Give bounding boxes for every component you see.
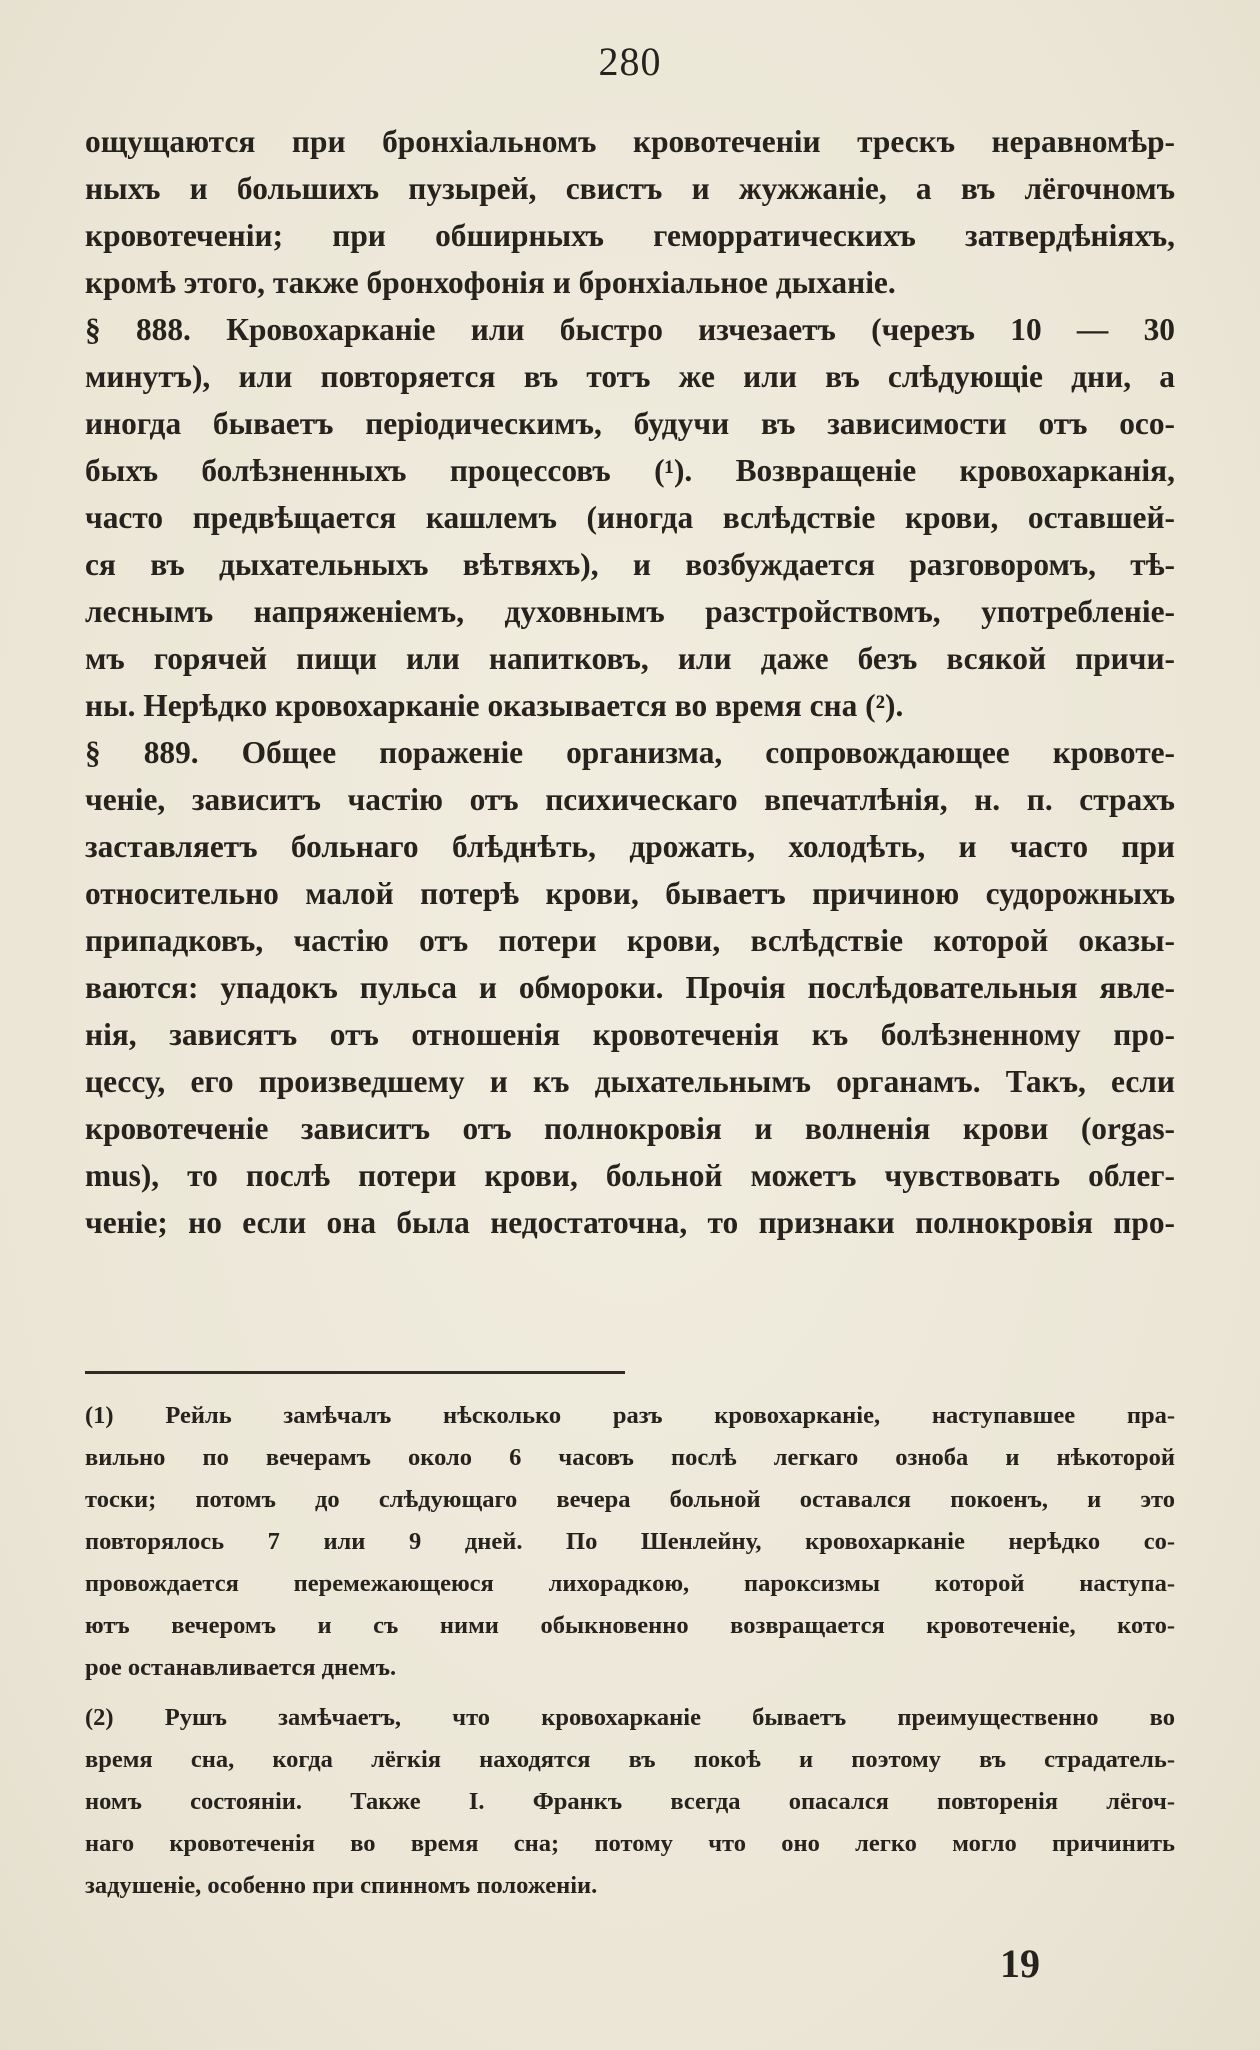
text-line: кровотеченіе зависитъ отъ полнокровія и волненія крови (orgas- — [85, 1111, 1175, 1146]
text-line: ваются: упадокъ пульса и обмороки. Прочія послѣдовательныя явле- — [85, 970, 1175, 1005]
text-line: иногда бываетъ періодическимъ, будучи въ зависимости отъ осо- — [85, 406, 1175, 441]
text-line: леснымъ напряженіемъ, духовнымъ разстройствомъ, употребленіе- — [85, 594, 1175, 629]
text-line: кровотеченіи; при обширныхъ геморратическихъ затвердѣніяхъ, — [85, 218, 1175, 253]
footnote-line: время сна, когда лёгкія находятся въ покоѣ и поэтому въ страдатель- — [85, 1746, 1175, 1773]
footnote-line: рое останавливается днемъ. — [85, 1654, 397, 1681]
signature-mark: 19 — [1000, 1941, 1040, 1986]
footnote-line: задушеніе, особенно при спинномъ положеніи. — [85, 1872, 598, 1899]
text-line: часто предвѣщается кашлемъ (иногда вслѣдствіе крови, оставшей- — [85, 500, 1175, 535]
text-line: заставляетъ больнаго блѣднѣть, дрожать, холодѣть, и часто при — [85, 829, 1175, 864]
text-line: ощущаются при бронхіальномъ кровотеченіи трескъ неравномѣр- — [85, 124, 1175, 159]
footnote-line: ютъ вечеромъ и съ ними обыкновенно возвращается кровотеченіе, кото- — [85, 1612, 1175, 1639]
text-line: § 889. Общее пораженіе организма, сопровождающее кровоте- — [85, 735, 1175, 770]
text-line: мъ горячей пищи или напитковъ, или даже безъ всякой причи- — [85, 641, 1175, 676]
text-line: ныхъ и большихъ пузырей, свистъ и жужжаніе, а въ лёгочномъ — [85, 171, 1175, 206]
footnotes — [85, 1395, 1175, 1915]
footnote-line: повторялось 7 или 9 дней. По Шенлейну, кровохарканіе нерѣдко со- — [85, 1528, 1175, 1555]
text-line: mus), то послѣ потери крови, больной можетъ чувствовать облег- — [85, 1158, 1175, 1193]
footnote-line: (2) Рушъ замѣчаетъ, что кровохарканіе бываетъ преимущественно во — [85, 1704, 1175, 1731]
text-line: минутъ), или повторяется въ тотъ же или въ слѣдующіе дни, а — [85, 359, 1175, 394]
footnote-2 — [85, 1697, 1175, 1907]
text-line: относительно малой потерѣ крови, бываетъ причиною судорожныхъ — [85, 876, 1175, 911]
footnote-line: (1) Рейль замѣчалъ нѣсколько разъ кровохарканіе, наступавшее пра- — [85, 1402, 1175, 1429]
footnote-line: вильно по вечерамъ около 6 часовъ послѣ легкаго озноба и нѣкоторой — [85, 1444, 1175, 1471]
text-line: быхъ болѣзненныхъ процессовъ (¹). Возвращеніе кровохарканія, — [85, 453, 1175, 488]
text-line: припадковъ, частію отъ потери крови, вслѣдствіе которой оказы- — [85, 923, 1175, 958]
footnote-line: тоски; потомъ до слѣдующаго вечера больной оставался покоенъ, и это — [85, 1486, 1175, 1513]
text-line: ны. Нерѣдко кровохарканіе оказывается во время сна (²). — [85, 688, 904, 723]
text-line: ченіе, зависитъ частію отъ психическаго впечатлѣнія, н. п. страхъ — [85, 782, 1175, 817]
main-text — [85, 118, 1175, 1246]
page-number: 280 — [598, 39, 662, 84]
text-line: § 888. Кровохарканіе или быстро изчезаетъ (черезъ 10 — 30 — [85, 312, 1175, 347]
footnote-line: провождается перемежающеюся лихорадкою, пароксизмы которой наступа- — [85, 1570, 1175, 1597]
text-line: ся въ дыхательныхъ вѣтвяхъ), и возбуждается разговоромъ, тѣ- — [85, 547, 1175, 582]
text-line: ченіе; но если она была недостаточна, то признаки полнокровія про- — [85, 1205, 1175, 1240]
footnote-1 — [85, 1395, 1175, 1689]
footnote-line: наго кровотеченія во время сна; потому что оно легко могло причинить — [85, 1830, 1175, 1857]
footnote-line: номъ состояніи. Также І. Франкъ всегда опасался повторенія лёгоч- — [85, 1788, 1175, 1815]
text-line: нія, зависятъ отъ отношенія кровотеченія къ болѣзненному про- — [85, 1017, 1175, 1052]
footnote-divider — [85, 1371, 625, 1374]
text-line: цессу, его произведшему и къ дыхательнымъ органамъ. Такъ, если — [85, 1064, 1175, 1099]
text-line: кромѣ этого, также бронхофонія и бронхіальное дыханіе. — [85, 265, 896, 300]
